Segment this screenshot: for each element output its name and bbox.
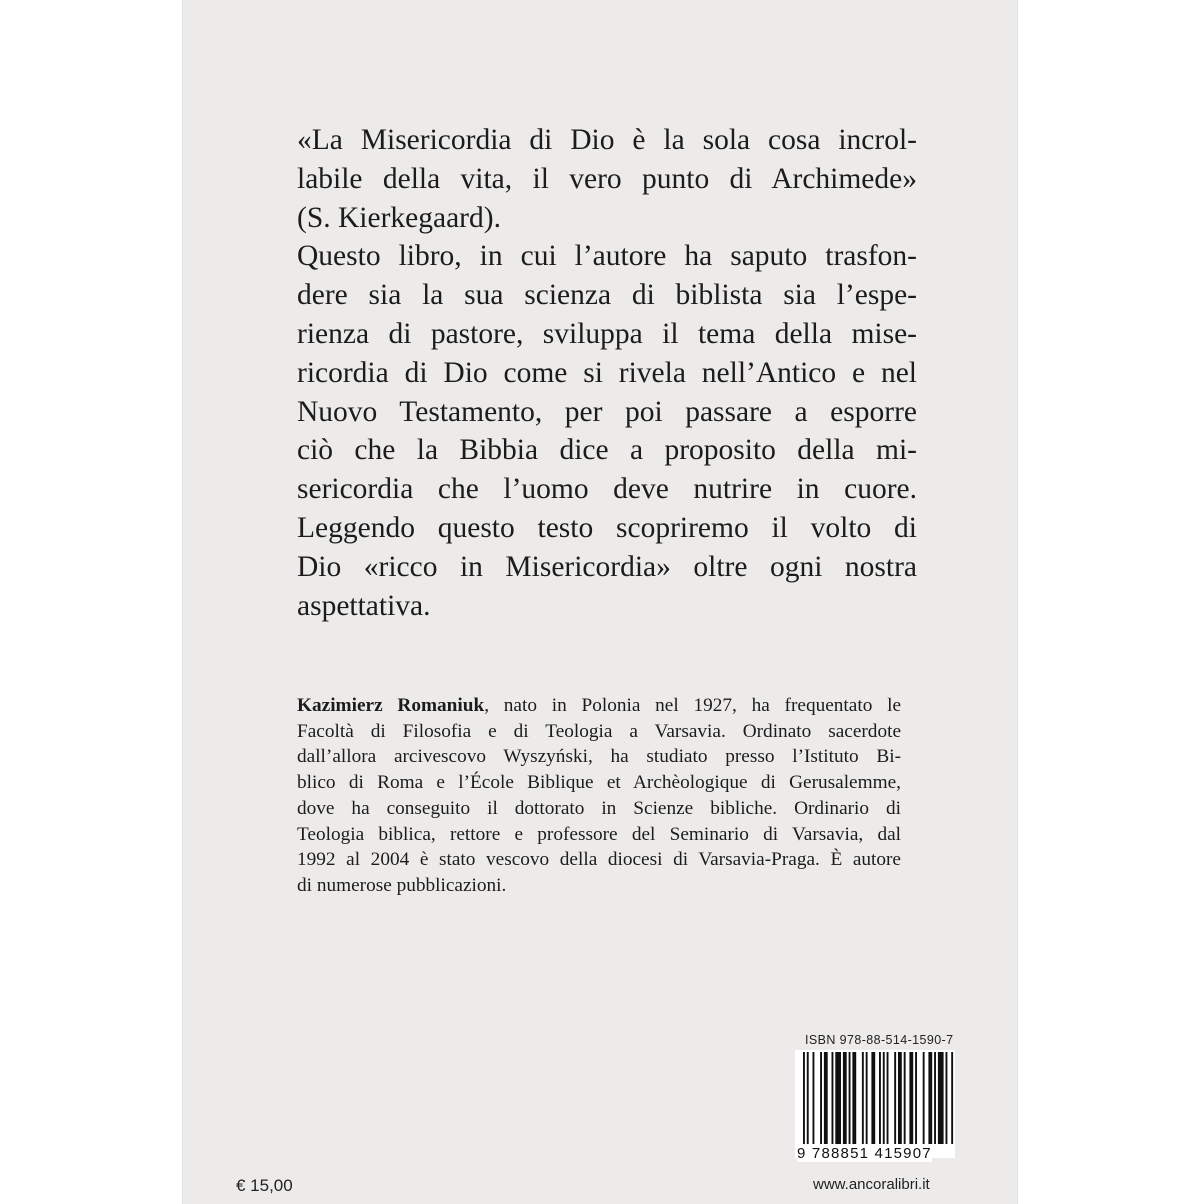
blurb-line: rienza di pastore, sviluppa il tema della mise- bbox=[297, 317, 917, 350]
bio-line: dall’allora arcivescovo Wyszyński, ha studiato presso l’Istituto Bi- bbox=[297, 746, 901, 768]
barcode-digits: 9 788851 415907 bbox=[797, 1145, 932, 1162]
blurb-line: dere sia la sua scienza di biblista sia l’espe- bbox=[297, 279, 917, 312]
barcode bbox=[795, 1050, 955, 1158]
bio-line: dove ha conseguito il dottorato in Scienze bibliche. Ordinario di bbox=[297, 797, 901, 819]
author-bio bbox=[297, 693, 901, 899]
bio-line: di numerose pubblicazioni. bbox=[297, 874, 507, 896]
isbn-number: ISBN 978-88-514-1590-7 bbox=[805, 1033, 954, 1047]
publisher-website: www.ancoralibri.it bbox=[813, 1176, 930, 1193]
bio-line: blico di Roma e l’École Biblique et Archèologique di Gerusalemme, bbox=[297, 772, 901, 794]
blurb-line: Questo libro, in cui l’autore ha saputo trasfon- bbox=[297, 240, 917, 273]
author-name: Kazimierz Romaniuk bbox=[297, 695, 485, 716]
blurb-line: Dio «ricco in Misericordia» oltre ogni nostra bbox=[297, 550, 917, 583]
bio-line: Teologia biblica, rettore e professore del Seminario di Varsavia, dal bbox=[297, 823, 901, 845]
blurb-line: ricordia di Dio come si rivela nell’Antico e nel bbox=[297, 356, 917, 389]
cover-blurb bbox=[297, 121, 917, 625]
blurb-line: labile della vita, il vero punto di Archimede» bbox=[297, 162, 917, 195]
blurb-line: Leggendo questo testo scopriremo il volto di bbox=[297, 511, 917, 544]
bio-line: 1992 al 2004 è stato vescovo della diocesi di Varsavia-Praga. È autore bbox=[297, 849, 901, 871]
bio-first-line-text: , nato in Polonia nel 1927, ha frequentato le bbox=[484, 695, 901, 716]
bio-line: Facoltà di Filosofia e di Teologia a Varsavia. Ordinato sacerdote bbox=[297, 720, 901, 742]
barcode-bars-icon bbox=[795, 1050, 955, 1150]
blurb-line: (S. Kierkegaard). bbox=[297, 201, 501, 234]
bio-line bbox=[297, 693, 901, 719]
blurb-line: aspettativa. bbox=[297, 589, 431, 622]
blurb-line: sericordia che l’uomo deve nutrire in cuore. bbox=[297, 473, 917, 506]
blurb-line: Nuovo Testamento, per poi passare a esporre bbox=[297, 395, 917, 428]
blurb-line: «La Misericordia di Dio è la sola cosa incrol- bbox=[297, 124, 917, 156]
price: € 15,00 bbox=[236, 1176, 293, 1195]
blurb-line: ciò che la Bibbia dice a proposito della mi- bbox=[297, 434, 917, 467]
